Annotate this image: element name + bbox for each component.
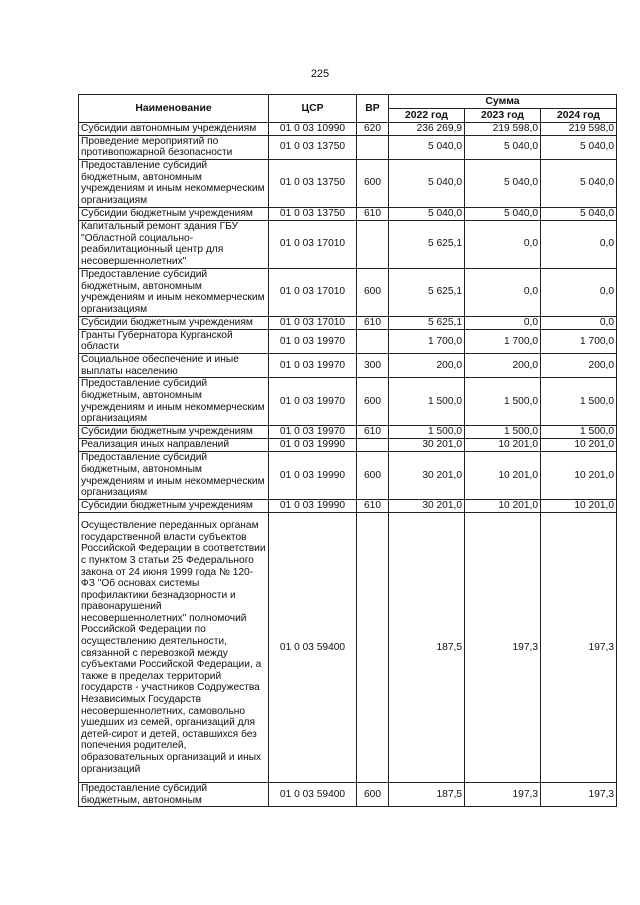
header-year-2023: 2023 год bbox=[465, 109, 541, 123]
row-name: Предоставление субсидий бюджетным, автономным учреждениям и иным некоммерческим организациям bbox=[79, 452, 269, 500]
header-year-2024: 2024 год bbox=[541, 109, 617, 123]
row-name: Предоставление субсидий бюджетным, автономным учреждениям и иным некоммерческим организациям bbox=[79, 378, 269, 426]
row-sum-2024: 10 201,0 bbox=[541, 439, 617, 452]
row-sum-2023: 5 040,0 bbox=[465, 159, 541, 207]
row-sum-2022: 200,0 bbox=[389, 353, 465, 377]
row-csr: 01 0 03 13750 bbox=[269, 207, 357, 220]
header-year-2022: 2022 год bbox=[389, 109, 465, 123]
row-sum-2022: 1 700,0 bbox=[389, 329, 465, 353]
row-csr: 01 0 03 19970 bbox=[269, 329, 357, 353]
row-sum-2022: 187,5 bbox=[389, 783, 465, 807]
page-number: 225 bbox=[310, 68, 330, 80]
row-name: Социальное обеспечение и иные выплаты населению bbox=[79, 353, 269, 377]
row-sum-2022: 5 040,0 bbox=[389, 159, 465, 207]
table-row bbox=[79, 207, 617, 220]
row-vr: 610 bbox=[357, 500, 389, 513]
row-csr: 01 0 03 10990 bbox=[269, 123, 357, 136]
header-row bbox=[79, 95, 617, 109]
row-sum-2023: 0,0 bbox=[465, 220, 541, 268]
row-csr: 01 0 03 19990 bbox=[269, 439, 357, 452]
table-row bbox=[79, 329, 617, 353]
row-csr: 01 0 03 19970 bbox=[269, 378, 357, 426]
row-sum-2023: 197,3 bbox=[465, 513, 541, 783]
row-sum-2023: 1 500,0 bbox=[465, 426, 541, 439]
row-vr: 600 bbox=[357, 452, 389, 500]
row-name: Капитальный ремонт здания ГБУ "Областной социально-реабилитационный центр для несовершеннолетних" bbox=[79, 220, 269, 268]
row-name: Гранты Губернатора Курганской области bbox=[79, 329, 269, 353]
row-sum-2023: 0,0 bbox=[465, 268, 541, 316]
table-row bbox=[79, 426, 617, 439]
row-sum-2022: 187,5 bbox=[389, 513, 465, 783]
row-sum-2022: 5 625,1 bbox=[389, 268, 465, 316]
row-vr bbox=[357, 439, 389, 452]
row-sum-2023: 5 040,0 bbox=[465, 207, 541, 220]
row-sum-2024: 0,0 bbox=[541, 316, 617, 329]
row-sum-2022: 236 269,9 bbox=[389, 123, 465, 136]
row-csr: 01 0 03 19990 bbox=[269, 452, 357, 500]
row-csr: 01 0 03 17010 bbox=[269, 220, 357, 268]
table-row bbox=[79, 783, 617, 807]
row-csr: 01 0 03 59400 bbox=[269, 783, 357, 807]
row-sum-2022: 1 500,0 bbox=[389, 426, 465, 439]
row-csr: 01 0 03 17010 bbox=[269, 268, 357, 316]
row-vr: 620 bbox=[357, 123, 389, 136]
row-sum-2022: 1 500,0 bbox=[389, 378, 465, 426]
row-vr: 610 bbox=[357, 426, 389, 439]
table-row bbox=[79, 159, 617, 207]
row-sum-2024: 219 598,0 bbox=[541, 123, 617, 136]
row-sum-2024: 5 040,0 bbox=[541, 135, 617, 159]
header-csr: ЦСР bbox=[269, 95, 357, 123]
row-name: Субсидии бюджетным учреждениям bbox=[79, 316, 269, 329]
row-sum-2024: 197,3 bbox=[541, 513, 617, 783]
row-sum-2022: 30 201,0 bbox=[389, 439, 465, 452]
row-sum-2023: 10 201,0 bbox=[465, 439, 541, 452]
table-row bbox=[79, 513, 617, 783]
row-sum-2023: 5 040,0 bbox=[465, 135, 541, 159]
row-vr: 600 bbox=[357, 268, 389, 316]
row-name: Реализация иных направлений bbox=[79, 439, 269, 452]
row-vr: 600 bbox=[357, 378, 389, 426]
row-sum-2024: 197,3 bbox=[541, 783, 617, 807]
table-row bbox=[79, 353, 617, 377]
row-name: Субсидии автономным учреждениям bbox=[79, 123, 269, 136]
table-row bbox=[79, 135, 617, 159]
row-vr bbox=[357, 220, 389, 268]
row-name: Субсидии бюджетным учреждениям bbox=[79, 500, 269, 513]
row-sum-2024: 1 500,0 bbox=[541, 426, 617, 439]
row-sum-2023: 197,3 bbox=[465, 783, 541, 807]
table-row bbox=[79, 123, 617, 136]
row-sum-2022: 5 040,0 bbox=[389, 207, 465, 220]
row-csr: 01 0 03 17010 bbox=[269, 316, 357, 329]
row-sum-2022: 5 625,1 bbox=[389, 220, 465, 268]
row-sum-2023: 10 201,0 bbox=[465, 500, 541, 513]
row-sum-2023: 219 598,0 bbox=[465, 123, 541, 136]
row-sum-2024: 10 201,0 bbox=[541, 452, 617, 500]
row-csr: 01 0 03 13750 bbox=[269, 159, 357, 207]
row-vr: 600 bbox=[357, 783, 389, 807]
table-body bbox=[79, 123, 617, 807]
row-vr bbox=[357, 329, 389, 353]
row-sum-2022: 30 201,0 bbox=[389, 452, 465, 500]
table-row bbox=[79, 500, 617, 513]
row-sum-2024: 0,0 bbox=[541, 268, 617, 316]
header-vr: ВР bbox=[357, 95, 389, 123]
header-sum: Сумма bbox=[389, 95, 617, 109]
table-row bbox=[79, 220, 617, 268]
row-sum-2022: 5 040,0 bbox=[389, 135, 465, 159]
row-csr: 01 0 03 19990 bbox=[269, 500, 357, 513]
row-name: Предоставление субсидий бюджетным, автономным учреждениям и иным некоммерческим организациям bbox=[79, 268, 269, 316]
row-sum-2024: 1 700,0 bbox=[541, 329, 617, 353]
table-row bbox=[79, 452, 617, 500]
row-name: Осуществление переданных органам государственной власти субъектов Российской Федерации в соответствии с пунктом 3 статьи 25 Федерального закона от 24 июня 1999 года № 120-ФЗ "Об основах системы профилактики безнадзорности и правонарушений несовершеннолетних" полномочий Российской Федерации по осуществлению деятельности, связанной с перевозкой между субъектами Российской Федерации, а также в пределах территорий государств - участников Содружества Независимых Государств несовершеннолетних, самовольно ушедших из семей, организаций для детей-сирот и детей, оставшихся без попечения родителей, образовательных организаций и иных организаций bbox=[79, 513, 269, 783]
row-sum-2023: 200,0 bbox=[465, 353, 541, 377]
row-sum-2024: 5 040,0 bbox=[541, 207, 617, 220]
budget-table bbox=[78, 94, 617, 807]
table-row bbox=[79, 378, 617, 426]
row-vr: 610 bbox=[357, 207, 389, 220]
row-sum-2024: 5 040,0 bbox=[541, 159, 617, 207]
row-vr: 600 bbox=[357, 159, 389, 207]
table-row bbox=[79, 316, 617, 329]
row-sum-2022: 5 625,1 bbox=[389, 316, 465, 329]
row-sum-2023: 1 500,0 bbox=[465, 378, 541, 426]
row-vr: 610 bbox=[357, 316, 389, 329]
row-sum-2024: 1 500,0 bbox=[541, 378, 617, 426]
row-name: Субсидии бюджетным учреждениям bbox=[79, 207, 269, 220]
row-csr: 01 0 03 13750 bbox=[269, 135, 357, 159]
row-csr: 01 0 03 19970 bbox=[269, 426, 357, 439]
row-sum-2022: 30 201,0 bbox=[389, 500, 465, 513]
table-row bbox=[79, 268, 617, 316]
row-sum-2024: 0,0 bbox=[541, 220, 617, 268]
row-name: Предоставление субсидий бюджетным, автономным bbox=[79, 783, 269, 807]
row-vr: 300 bbox=[357, 353, 389, 377]
row-csr: 01 0 03 19970 bbox=[269, 353, 357, 377]
row-vr bbox=[357, 513, 389, 783]
row-sum-2023: 0,0 bbox=[465, 316, 541, 329]
header-name: Наименование bbox=[79, 95, 269, 123]
row-name: Субсидии бюджетным учреждениям bbox=[79, 426, 269, 439]
row-name: Предоставление субсидий бюджетным, автономным учреждениям и иным некоммерческим организациям bbox=[79, 159, 269, 207]
table-row bbox=[79, 439, 617, 452]
row-sum-2023: 1 700,0 bbox=[465, 329, 541, 353]
row-sum-2024: 10 201,0 bbox=[541, 500, 617, 513]
row-sum-2023: 10 201,0 bbox=[465, 452, 541, 500]
row-sum-2024: 200,0 bbox=[541, 353, 617, 377]
row-csr: 01 0 03 59400 bbox=[269, 513, 357, 783]
row-vr bbox=[357, 135, 389, 159]
row-name: Проведение мероприятий по противопожарной безопасности bbox=[79, 135, 269, 159]
